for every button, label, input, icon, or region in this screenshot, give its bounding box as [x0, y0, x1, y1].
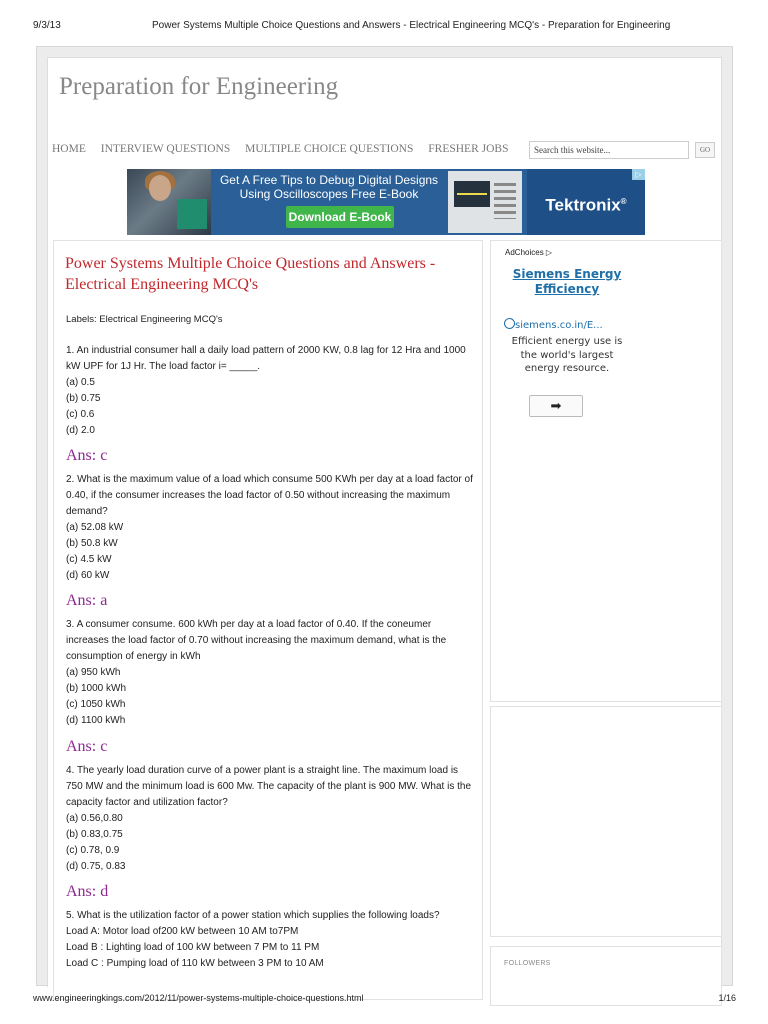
question-text: 5. What is the utilization factor of a power station which supplies the following loads? — [66, 910, 440, 921]
question-text: 4. The yearly load duration curve of a power plant is a straight line. The maximum load is 750 MW and the minimum load is 600 Mw. The capacity of the plant is 900 MW. What is the capacity factor and utilization factor? — [66, 765, 471, 808]
option: (d) 60 kW — [66, 570, 110, 581]
post-title: Power Systems Multiple Choice Questions and Answers - Electrical Engineering MCQ's — [65, 255, 436, 293]
option: (c) 0.78, 0.9 — [66, 845, 120, 856]
print-url: www.engineeringkings.com/2012/11/power-systems-multiple-choice-questions.html — [33, 993, 364, 1003]
question-4 — [66, 763, 476, 875]
option: (d) 2.0 — [66, 425, 95, 436]
print-page-title: Power Systems Multiple Choice Questions and Answers - Electrical Engineering MCQ's - Preparation for Engineering — [152, 20, 671, 31]
sidebar-ad-url-text: siemens.co.in/E... — [515, 320, 603, 331]
nav-item-fresher-jobs[interactable]: FRESHER JOBS — [428, 143, 509, 155]
followers-heading: FOLLOWERS — [504, 960, 551, 967]
site-title[interactable]: Preparation for Engineering — [59, 73, 339, 100]
ad-banner-line1: Get A Free Tips to Debug Digital Designs — [219, 173, 439, 187]
sidebar-ad-url[interactable] — [504, 318, 603, 331]
question-text: 3. A consumer consume. 600 kWh per day at a load factor of 0.40. If the coneumer increases the load factor of 0.70 without increasing the maximum demand, what is the consumption of energy in kWh — [66, 619, 447, 662]
answer-3: Ans: c — [66, 738, 108, 755]
question-2 — [66, 472, 476, 584]
option: (d) 1100 kWh — [66, 715, 126, 726]
print-footer — [0, 990, 768, 1020]
option: (b) 1000 kWh — [66, 683, 127, 694]
question-text: 2. What is the maximum value of a load which consume 500 KWh per day at a load factor of 0.40, if the consumer increases the load factor of 0.50 without increasing the maximum demand? — [66, 474, 473, 517]
sidebar-ad-body: Efficient energy use is the world's largest energy resource. — [511, 336, 623, 374]
question-text: 1. An industrial consumer hall a daily load pattern of 2000 KW, 0.8 lag for 12 Hra and 1000 kW UPF for 1J Hr. The load factor i= _____. — [66, 345, 466, 372]
tektronix-trademark: ® — [620, 197, 627, 206]
load-item: Load C : Pumping load of 110 kW between 3 PM to 10 AM — [66, 958, 324, 969]
answer-4: Ans: d — [66, 883, 109, 900]
labels-prefix: Labels: — [66, 314, 97, 325]
nav-item-interview-questions[interactable]: INTERVIEW QUESTIONS — [100, 143, 231, 155]
nav-item-home[interactable]: HOME — [52, 143, 86, 155]
globe-icon — [504, 318, 515, 329]
adchoices-label[interactable]: AdChoices ▷ — [505, 248, 553, 257]
answer-2: Ans: a — [66, 592, 108, 609]
option: (b) 0.75 — [66, 393, 101, 404]
search-input[interactable]: Search this website... — [529, 141, 689, 159]
option: (c) 0.6 — [66, 409, 95, 420]
answer-1: Ans: c — [66, 447, 108, 464]
oscilloscope-image — [448, 171, 522, 233]
download-ebook-button[interactable]: Download E-Book — [286, 206, 394, 228]
option: (b) 50.8 kW — [66, 538, 118, 549]
post-labels — [66, 314, 223, 325]
arrow-right-icon[interactable]: ➡ — [529, 395, 583, 417]
adchoices-icon[interactable]: ▷ — [632, 169, 645, 180]
sidebar-empty-widget — [490, 706, 722, 937]
ad-banner-line2: Using Oscilloscopes Free E-Book — [239, 187, 419, 201]
option: (d) 0.75, 0.83 — [66, 861, 126, 872]
option: (a) 950 kWh — [66, 667, 121, 678]
tektronix-logo — [527, 169, 645, 235]
oscilloscope-screen — [454, 181, 490, 207]
option: (b) 0.83,0.75 — [66, 829, 123, 840]
ad-banner-text — [211, 173, 447, 201]
option: (c) 1050 kWh — [66, 699, 126, 710]
ad-photo — [127, 169, 211, 235]
ad-photo-face — [149, 175, 171, 201]
labels-link[interactable]: Electrical Engineering MCQ's — [99, 314, 223, 325]
option: (c) 4.5 kW — [66, 554, 112, 565]
ad-photo-screen — [177, 199, 207, 229]
option: (a) 0.5 — [66, 377, 95, 388]
sidebar-ad-box — [490, 240, 722, 702]
load-item: Load A: Motor load of200 kW between 10 AM to7PM — [66, 926, 299, 937]
print-date: 9/3/13 — [33, 20, 61, 31]
question-3 — [66, 617, 476, 729]
page-frame — [36, 46, 733, 986]
option: (a) 52.08 kW — [66, 522, 124, 533]
question-5 — [66, 908, 476, 972]
go-button[interactable]: GO — [695, 142, 715, 158]
print-header — [0, 0, 768, 40]
load-item: Load B : Lighting load of 100 kW between 7 PM to 11 PM — [66, 942, 320, 953]
tektronix-brand: Tektronix — [545, 195, 621, 215]
question-1 — [66, 343, 476, 439]
option: (a) 0.56,0.80 — [66, 813, 123, 824]
oscilloscope-knobs — [494, 183, 516, 219]
print-page-number: 1/16 — [718, 993, 736, 1003]
nav-item-multiple-choice-questions[interactable]: MULTIPLE CHOICE QUESTIONS — [245, 143, 414, 155]
content-frame — [47, 57, 722, 987]
main-nav — [52, 143, 520, 159]
ad-banner[interactable] — [127, 169, 645, 235]
post-container — [53, 240, 483, 1000]
sidebar-ad-title[interactable]: Siemens Energy Efficiency — [512, 267, 622, 296]
